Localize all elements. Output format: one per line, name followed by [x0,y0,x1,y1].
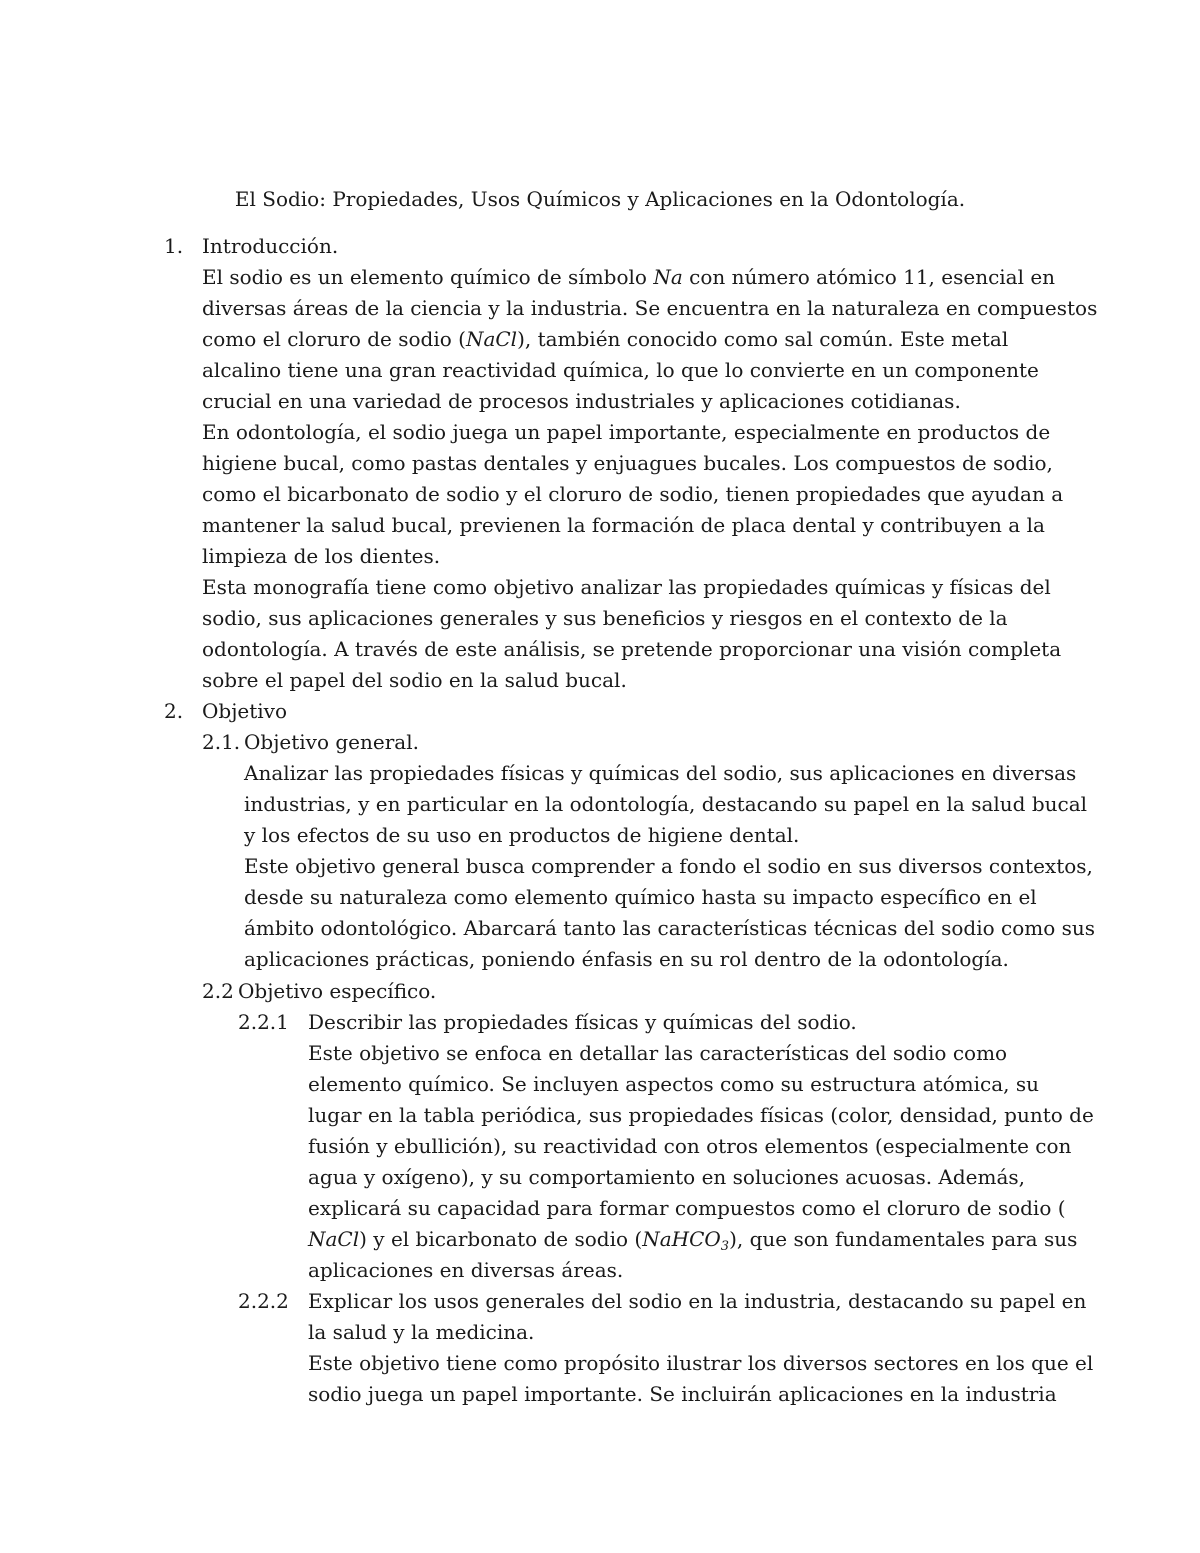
subsection-2-2-number: 2.2 [202,979,234,1003]
paragraph-line: Describir las propiedades físicas y químicas del sodio. [308,1010,857,1034]
paragraph-line: sodio, sus aplicaciones generales y sus beneficios y riesgos en el contexto de la [202,606,1008,630]
paragraph-line: Esta monografía tiene como objetivo analizar las propiedades químicas y físicas del [202,575,1051,599]
paragraph-line: agua y oxígeno), y su comportamiento en soluciones acuosas. Además, [308,1165,1026,1189]
paragraph-line: aplicaciones prácticas, poniendo énfasis en su rol dentro de la odontología. [244,947,1009,971]
paragraph-line: mantener la salud bucal, previenen la formación de placa dental y contribuyen a la [202,513,1045,537]
paragraph-line: elemento químico. Se incluyen aspectos como su estructura atómica, su [308,1072,1039,1096]
paragraph-line: crucial en una variedad de procesos industriales y aplicaciones cotidianas. [202,389,961,413]
paragraph-line: la salud y la medicina. [308,1320,535,1344]
paragraph-line: odontología. A través de este análisis, se pretende proporcionar una visión completa [202,637,1062,661]
paragraph-line: desde su naturaleza como elemento químico hasta su impacto específico en el [244,885,1037,909]
item-2-2-1-body [308,1007,1094,1286]
paragraph-line: Analizar las propiedades físicas y químicas del sodio, sus aplicaciones en diversas [244,761,1077,785]
paragraph-line: como el cloruro de sodio (NaCl), también conocido como sal común. Este metal [202,327,1009,351]
paragraph-line: sobre el papel del sodio en la salud bucal. [202,668,627,692]
paragraph-line: Explicar los usos generales del sodio en la industria, destacando su papel en [308,1289,1087,1313]
subsection-2-1-body [244,758,1095,975]
item-2-2-2-body [308,1286,1093,1410]
paragraph-line: explicará su capacidad para formar compuestos como el cloruro de sodio ( [308,1196,1066,1220]
paragraph-line: y los efectos de su uso en productos de higiene dental. [244,823,800,847]
paragraph-line: Este objetivo tiene como propósito ilustrar los diversos sectores en los que el [308,1351,1094,1375]
paragraph-line: aplicaciones en diversas áreas. [308,1258,624,1282]
item-2-2-1-number: 2.2.1 [238,1010,289,1034]
paragraph-line: fusión y ebullición), su reactividad con otros elementos (especialmente con [308,1134,1072,1158]
paragraph-line: alcalino tiene una gran reactividad química, lo que lo convierte en un componente [202,358,1039,382]
paragraph-line: diversas áreas de la ciencia y la industria. Se encuentra en la naturaleza en compuestos [202,296,1098,320]
section-1-heading: Introducción. [202,234,339,258]
document-title: El Sodio: Propiedades, Usos Químicos y Aplicaciones en la Odontología. [234,187,966,211]
item-2-2-2-number: 2.2.2 [238,1289,289,1313]
paragraph-line: El sodio es un elemento químico de símbolo Na con número atómico 11, esencial en [202,265,1056,289]
paragraph-line: industrias, y en particular en la odontología, destacando su papel en la salud bucal [244,792,1088,816]
section-2-number: 2. [164,699,184,723]
paragraph-line: En odontología, el sodio juega un papel importante, especialmente en productos de [202,420,1051,444]
paragraph-line: sodio juega un papel importante. Se incluirán aplicaciones en la industria [308,1382,1057,1406]
subsection-2-1-heading: Objetivo general. [244,730,419,754]
section-1 [202,231,1097,696]
paragraph-line: NaCl) y el bicarbonato de sodio (NaHCO$_3$), que son fundamentales para sus [308,1227,1078,1254]
section-2-heading: Objetivo [202,699,288,723]
section-1-number: 1. [164,234,184,258]
paragraph-line: lugar en la tabla periódica, sus propiedades físicas (color, densidad, punto de [308,1103,1094,1127]
subsection-2-1-number: 2.1. [202,730,241,754]
paragraph-line: Este objetivo se enfoca en detallar las características del sodio como [308,1041,1008,1065]
paragraph-line: Este objetivo general busca comprender a fondo el sodio en sus diversos contextos, [244,854,1093,878]
paragraph-line: higiene bucal, como pastas dentales y enjuagues bucales. Los compuestos de sodio, [202,451,1053,475]
paragraph-line: ámbito odontológico. Abarcará tanto las características técnicas del sodio como sus [244,916,1096,940]
paragraph-line: como el bicarbonato de sodio y el cloruro de sodio, tienen propiedades que ayudan a [202,482,1064,506]
subsection-2-2-heading: Objetivo específico. [238,979,437,1003]
paragraph-line: limpieza de los dientes. [202,544,441,568]
